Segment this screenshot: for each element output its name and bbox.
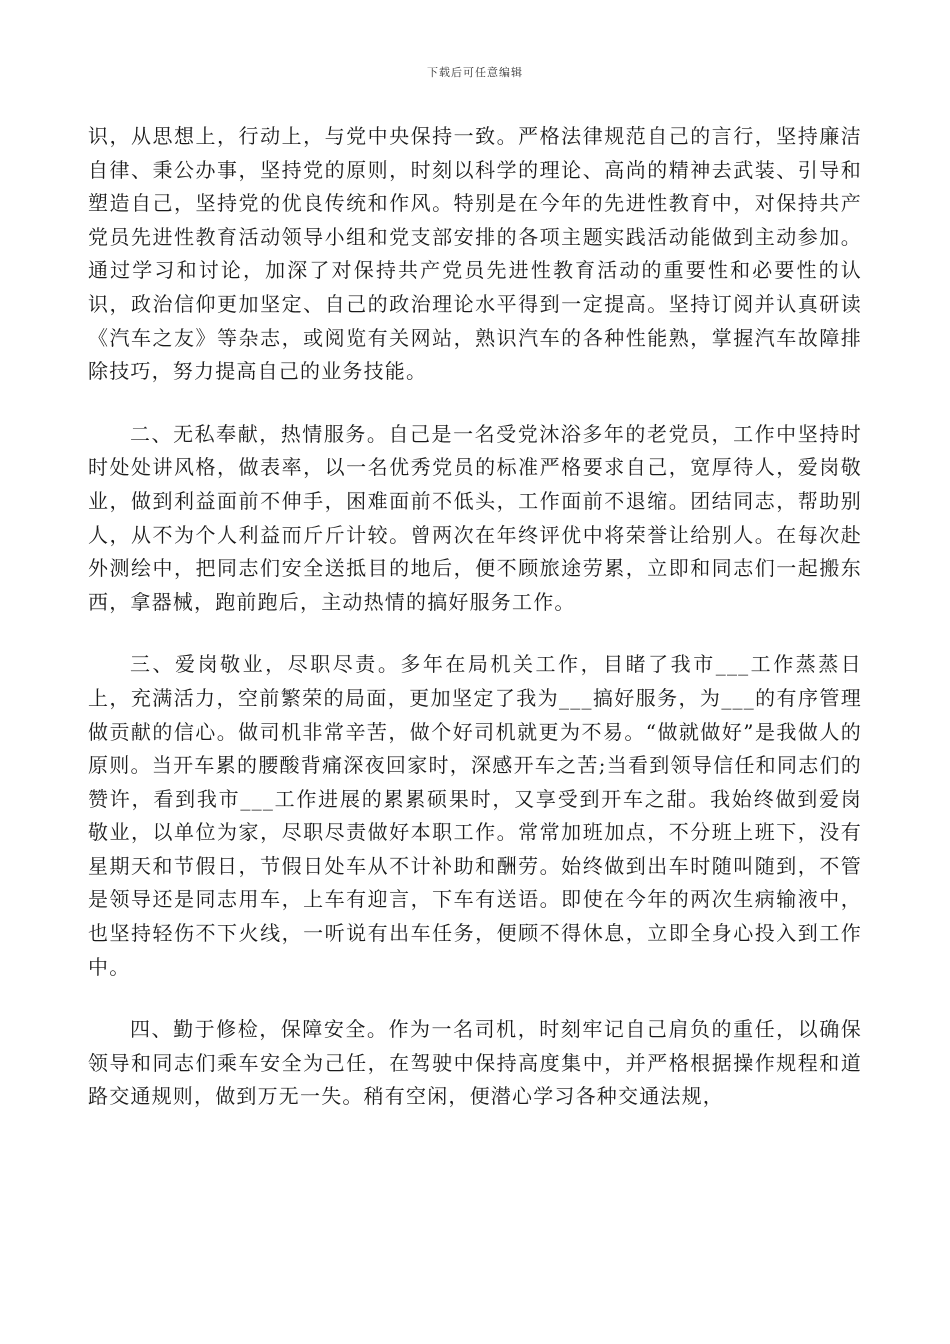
document-body xyxy=(88,120,862,1114)
paragraph-section-2: 二、无私奉献，热情服务。自己是一名受党沐浴多年的老党员，工作中坚持时时处处讲风格，做表率，以一名优秀党员的标准严格要求自己，宽厚待人，爱岗敬业，做到利益面前不伸手，困难面前不低头，工作面前不退缩。团结同志，帮助别人，从不为个人利益而斤斤计较。曾两次在年终评优中将荣誉让给别人。在每次赴外测绘中，把同志们安全送抵目的地后，便不顾旅途劳累，立即和同志们一起搬东西，拿器械，跑前跑后，主动热情的搞好服务工作。 xyxy=(88,421,862,614)
paragraph-section-4: 四、勤于修检，保障安全。作为一名司机，时刻牢记自己肩负的重任，以确保领导和同志们乘车安全为己任，在驾驶中保持高度集中，并严格根据操作规程和道路交通规则，做到万无一失。稍有空闲，便潜心学习各种交通法规， xyxy=(88,1017,862,1109)
page-header-note: 下载后可任意编辑 xyxy=(427,66,523,79)
paragraph-section-3: 三、爱岗敬业，尽职尽责。多年在局机关工作，目睹了我市___工作蒸蒸日上，充满活力，空前繁荣的局面，更加坚定了我为___搞好服务，为___的有序管理做贡献的信心。做司机非常辛苦，做个好司机就更为不易。“做就做好”是我做人的原则。当开车累的腰酸背痛深夜回家时，深感开车之苦;当看到领导信任和同志们的赞许，看到我市___工作进展的累累硕果时，又享受到开车之甜。我始终做到爱岗敬业，以单位为家，尽职尽责做好本职工作。常常加班加点，不分班上班下，没有星期天和节假日，节假日处车从不计补助和酬劳。始终做到出车时随叫随到，不管是领导还是同志用车，上车有迎言，下车有送语。即使在今年的两次生病输液中，也坚持轻伤不下火线，一听说有出车任务，便顾不得休息，立即全身心投入到工作中。 xyxy=(88,652,862,979)
paragraph-continuation: 识，从思想上，行动上，与党中央保持一致。严格法律规范自己的言行，坚持廉洁自律、秉公办事，坚持党的原则，时刻以科学的理论、高尚的精神去武装、引导和塑造自己，坚持党的优良传统和作风。特别是在今年的先进性教育中，对保持共产党员先进性教育活动领导小组和党支部安排的各项主题实践活动能做到主动参加。通过学习和讨论，加深了对保持共产党员先进性教育活动的重要性和必要性的认识，政治信仰更加坚定、自己的政治理论水平得到一定提高。坚持订阅并认真研读《汽车之友》等杂志，或阅览有关网站，熟识汽车的各种性能熟，掌握汽车故障排除技巧，努力提高自己的业务技能。 xyxy=(88,124,862,384)
